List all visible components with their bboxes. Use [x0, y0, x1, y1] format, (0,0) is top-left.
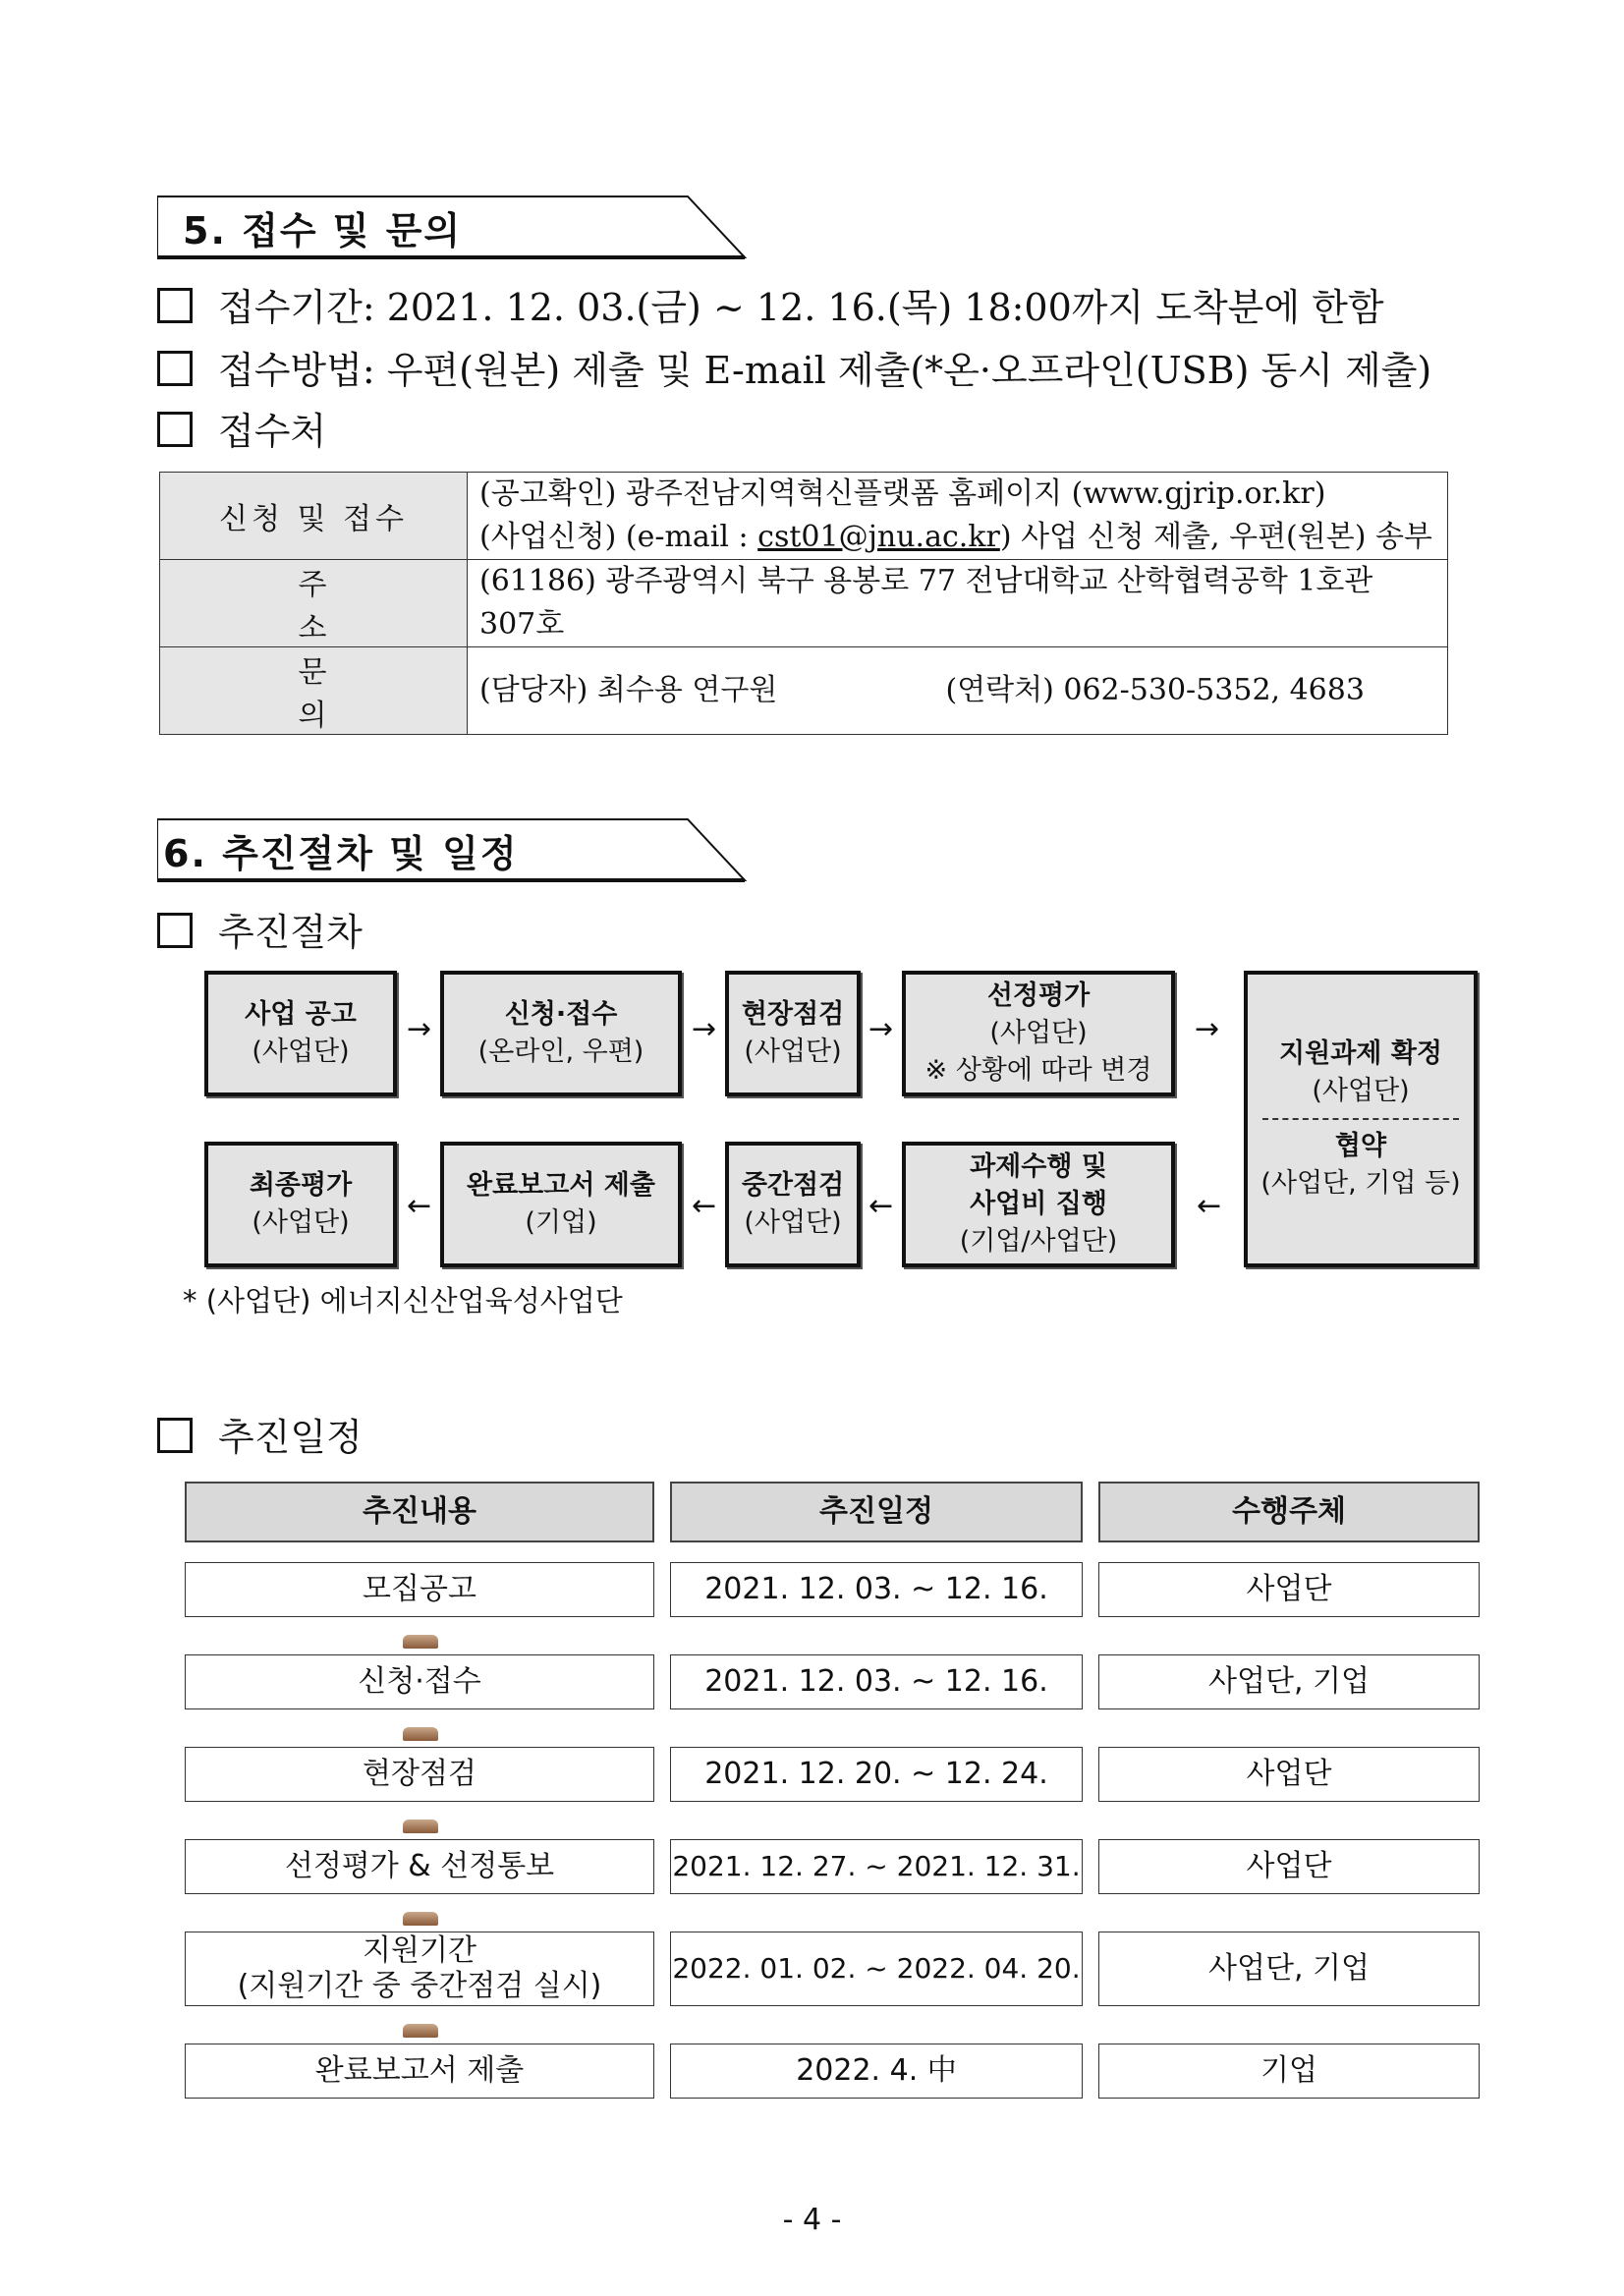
- arrow-right-icon: →: [1195, 1012, 1220, 1046]
- flow-step-sub: (사업단): [989, 1018, 1088, 1048]
- flow-step-sub: (기업/사업단): [959, 1226, 1118, 1257]
- flow-step-title: 협약: [1334, 1131, 1387, 1161]
- table-row: [160, 647, 1448, 735]
- schedule-content-line: (지원기간 중 중간점검 실시): [237, 1969, 602, 2003]
- contact-phone: (연락처) 062-530-5352, 4683: [945, 673, 1365, 707]
- schedule-actor: 기업: [1098, 2044, 1480, 2099]
- reception-method: [157, 340, 1431, 394]
- flow-step-site-inspection: [725, 971, 861, 1096]
- flow-step-sub: (온라인, 우편): [477, 1036, 644, 1067]
- section-6-header: [157, 817, 747, 878]
- checkbox-icon: [157, 412, 193, 447]
- flow-step-title: 최종평가: [249, 1170, 353, 1201]
- flow-step-title: 지원과제 확정: [1279, 1038, 1442, 1069]
- flow-step-title: 과제수행 및: [970, 1151, 1107, 1182]
- schedule-content: 현장점검: [185, 1747, 654, 1802]
- flow-step-confirm-agreement: [1244, 971, 1478, 1267]
- schedule-content: 신청·접수: [185, 1654, 654, 1709]
- flow-step-sub: (사업단): [252, 1036, 350, 1067]
- reception-method-text: 접수방법: 우편(원본) 제출 및 E-mail 제출(*온·오프라인(USB) 동시 제출): [218, 349, 1432, 392]
- down-arrow-icon: [403, 2024, 438, 2038]
- flow-step-note: ※ 상황에 따라 변경: [924, 1055, 1152, 1086]
- procedure-label: [157, 902, 363, 956]
- flow-step-sub: (사업단): [744, 1036, 842, 1067]
- down-arrow-icon: [403, 1635, 438, 1649]
- down-arrow-icon: [403, 1820, 438, 1833]
- schedule-actor: 사업단: [1098, 1747, 1480, 1802]
- section-5-title: 5. 접수 및 문의: [183, 209, 463, 252]
- schedule-label: [157, 1407, 363, 1461]
- schedule-actor: 사업단: [1098, 1562, 1480, 1617]
- checkbox-icon: [157, 288, 193, 323]
- flow-step-final-eval: [204, 1142, 397, 1267]
- schedule-content: [185, 1932, 654, 2006]
- checkbox-icon: [157, 351, 193, 386]
- email-link[interactable]: cst01@jnu.ac.kr: [757, 520, 1000, 554]
- table-row: [160, 560, 1448, 647]
- section-5-header: [157, 195, 747, 255]
- flow-step-title: 사업비 집행: [970, 1189, 1107, 1219]
- arrow-left-icon: ←: [407, 1189, 432, 1223]
- table-header-address: 주 소: [160, 560, 468, 647]
- flow-step-final-report: [440, 1142, 682, 1267]
- table-cell-address: (61186) 광주광역시 북구 용봉로 77 전남대학교 산학협력공학 1호관 307호: [468, 560, 1448, 647]
- contact-table: [159, 472, 1448, 735]
- reception-period: [157, 277, 1384, 331]
- table-row: [160, 473, 1448, 560]
- schedule-actor: 사업단, 기업: [1098, 1932, 1480, 2006]
- arrow-right-icon: →: [407, 1012, 432, 1046]
- flow-step-title: 신청·접수: [504, 999, 618, 1030]
- application-prefix: (사업신청) (e-mail :: [479, 520, 758, 554]
- schedule-date: 2021. 12. 27. ~ 2021. 12. 31.: [670, 1839, 1083, 1894]
- divider: [1262, 1118, 1459, 1120]
- application-line: [479, 516, 1435, 559]
- table-header-inquiry: 문 의: [160, 647, 468, 735]
- section-6-title: 6. 추진절차 및 일정: [163, 832, 519, 875]
- flow-step-sub: (사업단): [1312, 1076, 1410, 1106]
- schedule-content: 완료보고서 제출: [185, 2044, 654, 2099]
- flow-step-sub: (사업단, 기업 등): [1260, 1168, 1461, 1199]
- schedule-date: 2021. 12. 20. ~ 12. 24.: [670, 1747, 1083, 1802]
- schedule-header-date: 추진일정: [670, 1482, 1083, 1542]
- reception-place-text: 접수처: [218, 410, 327, 453]
- flow-step-title: 사업 공고: [245, 999, 357, 1030]
- flow-step-announcement: [204, 971, 397, 1096]
- schedule-actor: 사업단, 기업: [1098, 1654, 1480, 1709]
- contact-person: (담당자) 최수용 연구원: [479, 673, 778, 707]
- reception-period-text: 접수기간: 2021. 12. 03.(금) ~ 12. 16.(목) 18:00까지 도착분에 한함: [218, 286, 1384, 329]
- schedule-content: 선정평가 & 선정통보: [185, 1839, 654, 1894]
- flow-step-sub: (사업단): [252, 1207, 350, 1238]
- schedule-header-actor: 수행주체: [1098, 1482, 1480, 1542]
- flow-step-evaluation: [902, 971, 1175, 1096]
- arrow-left-icon: ←: [1197, 1189, 1222, 1223]
- table-cell-inquiry: [468, 647, 1448, 735]
- schedule-content-line: 지원기간: [363, 1933, 476, 1968]
- reception-place: [157, 401, 326, 455]
- procedure-label-text: 추진절차: [218, 911, 363, 954]
- flow-step-title: 중간점검: [741, 1170, 845, 1201]
- arrow-left-icon: ←: [692, 1189, 717, 1223]
- arrow-left-icon: ←: [868, 1189, 894, 1223]
- announcement-line: (공고확인) 광주전남지역혁신플랫폼 홈페이지 (www.gjrip.or.kr): [479, 476, 1326, 511]
- flow-step-application: [440, 971, 682, 1096]
- schedule-content: 모집공고: [185, 1562, 654, 1617]
- flow-step-execution: [902, 1142, 1175, 1267]
- flow-step-title: 완료보고서 제출: [467, 1170, 655, 1201]
- flow-step-sub: (기업): [525, 1207, 597, 1238]
- down-arrow-icon: [403, 1912, 438, 1926]
- application-suffix: ) 사업 신청 제출, 우편(원본) 송부: [999, 520, 1432, 554]
- footnote: * (사업단) 에너지신산업육성사업단: [183, 1284, 623, 1317]
- schedule-date: 2021. 12. 03. ~ 12. 16.: [670, 1562, 1083, 1617]
- flow-step-midterm: [725, 1142, 861, 1267]
- page-number: - 4 -: [782, 2203, 842, 2237]
- schedule-date: 2021. 12. 03. ~ 12. 16.: [670, 1654, 1083, 1709]
- flow-step-title: 현장점검: [741, 999, 845, 1030]
- schedule-actor: 사업단: [1098, 1839, 1480, 1894]
- schedule-header-content: 추진내용: [185, 1482, 654, 1542]
- table-cell-apply: [468, 473, 1448, 560]
- schedule-label-text: 추진일정: [218, 1416, 363, 1459]
- down-arrow-icon: [403, 1727, 438, 1741]
- schedule-date: 2022. 4. 中: [670, 2044, 1083, 2099]
- checkbox-icon: [157, 913, 193, 948]
- checkbox-icon: [157, 1418, 193, 1453]
- schedule-date: 2022. 01. 02. ~ 2022. 04. 20.: [670, 1932, 1083, 2006]
- table-header-apply: 신청 및 접수: [160, 473, 468, 560]
- flow-step-title: 선정평가: [986, 980, 1091, 1011]
- flow-step-sub: (사업단): [744, 1207, 842, 1238]
- arrow-right-icon: →: [868, 1012, 894, 1046]
- arrow-right-icon: →: [692, 1012, 717, 1046]
